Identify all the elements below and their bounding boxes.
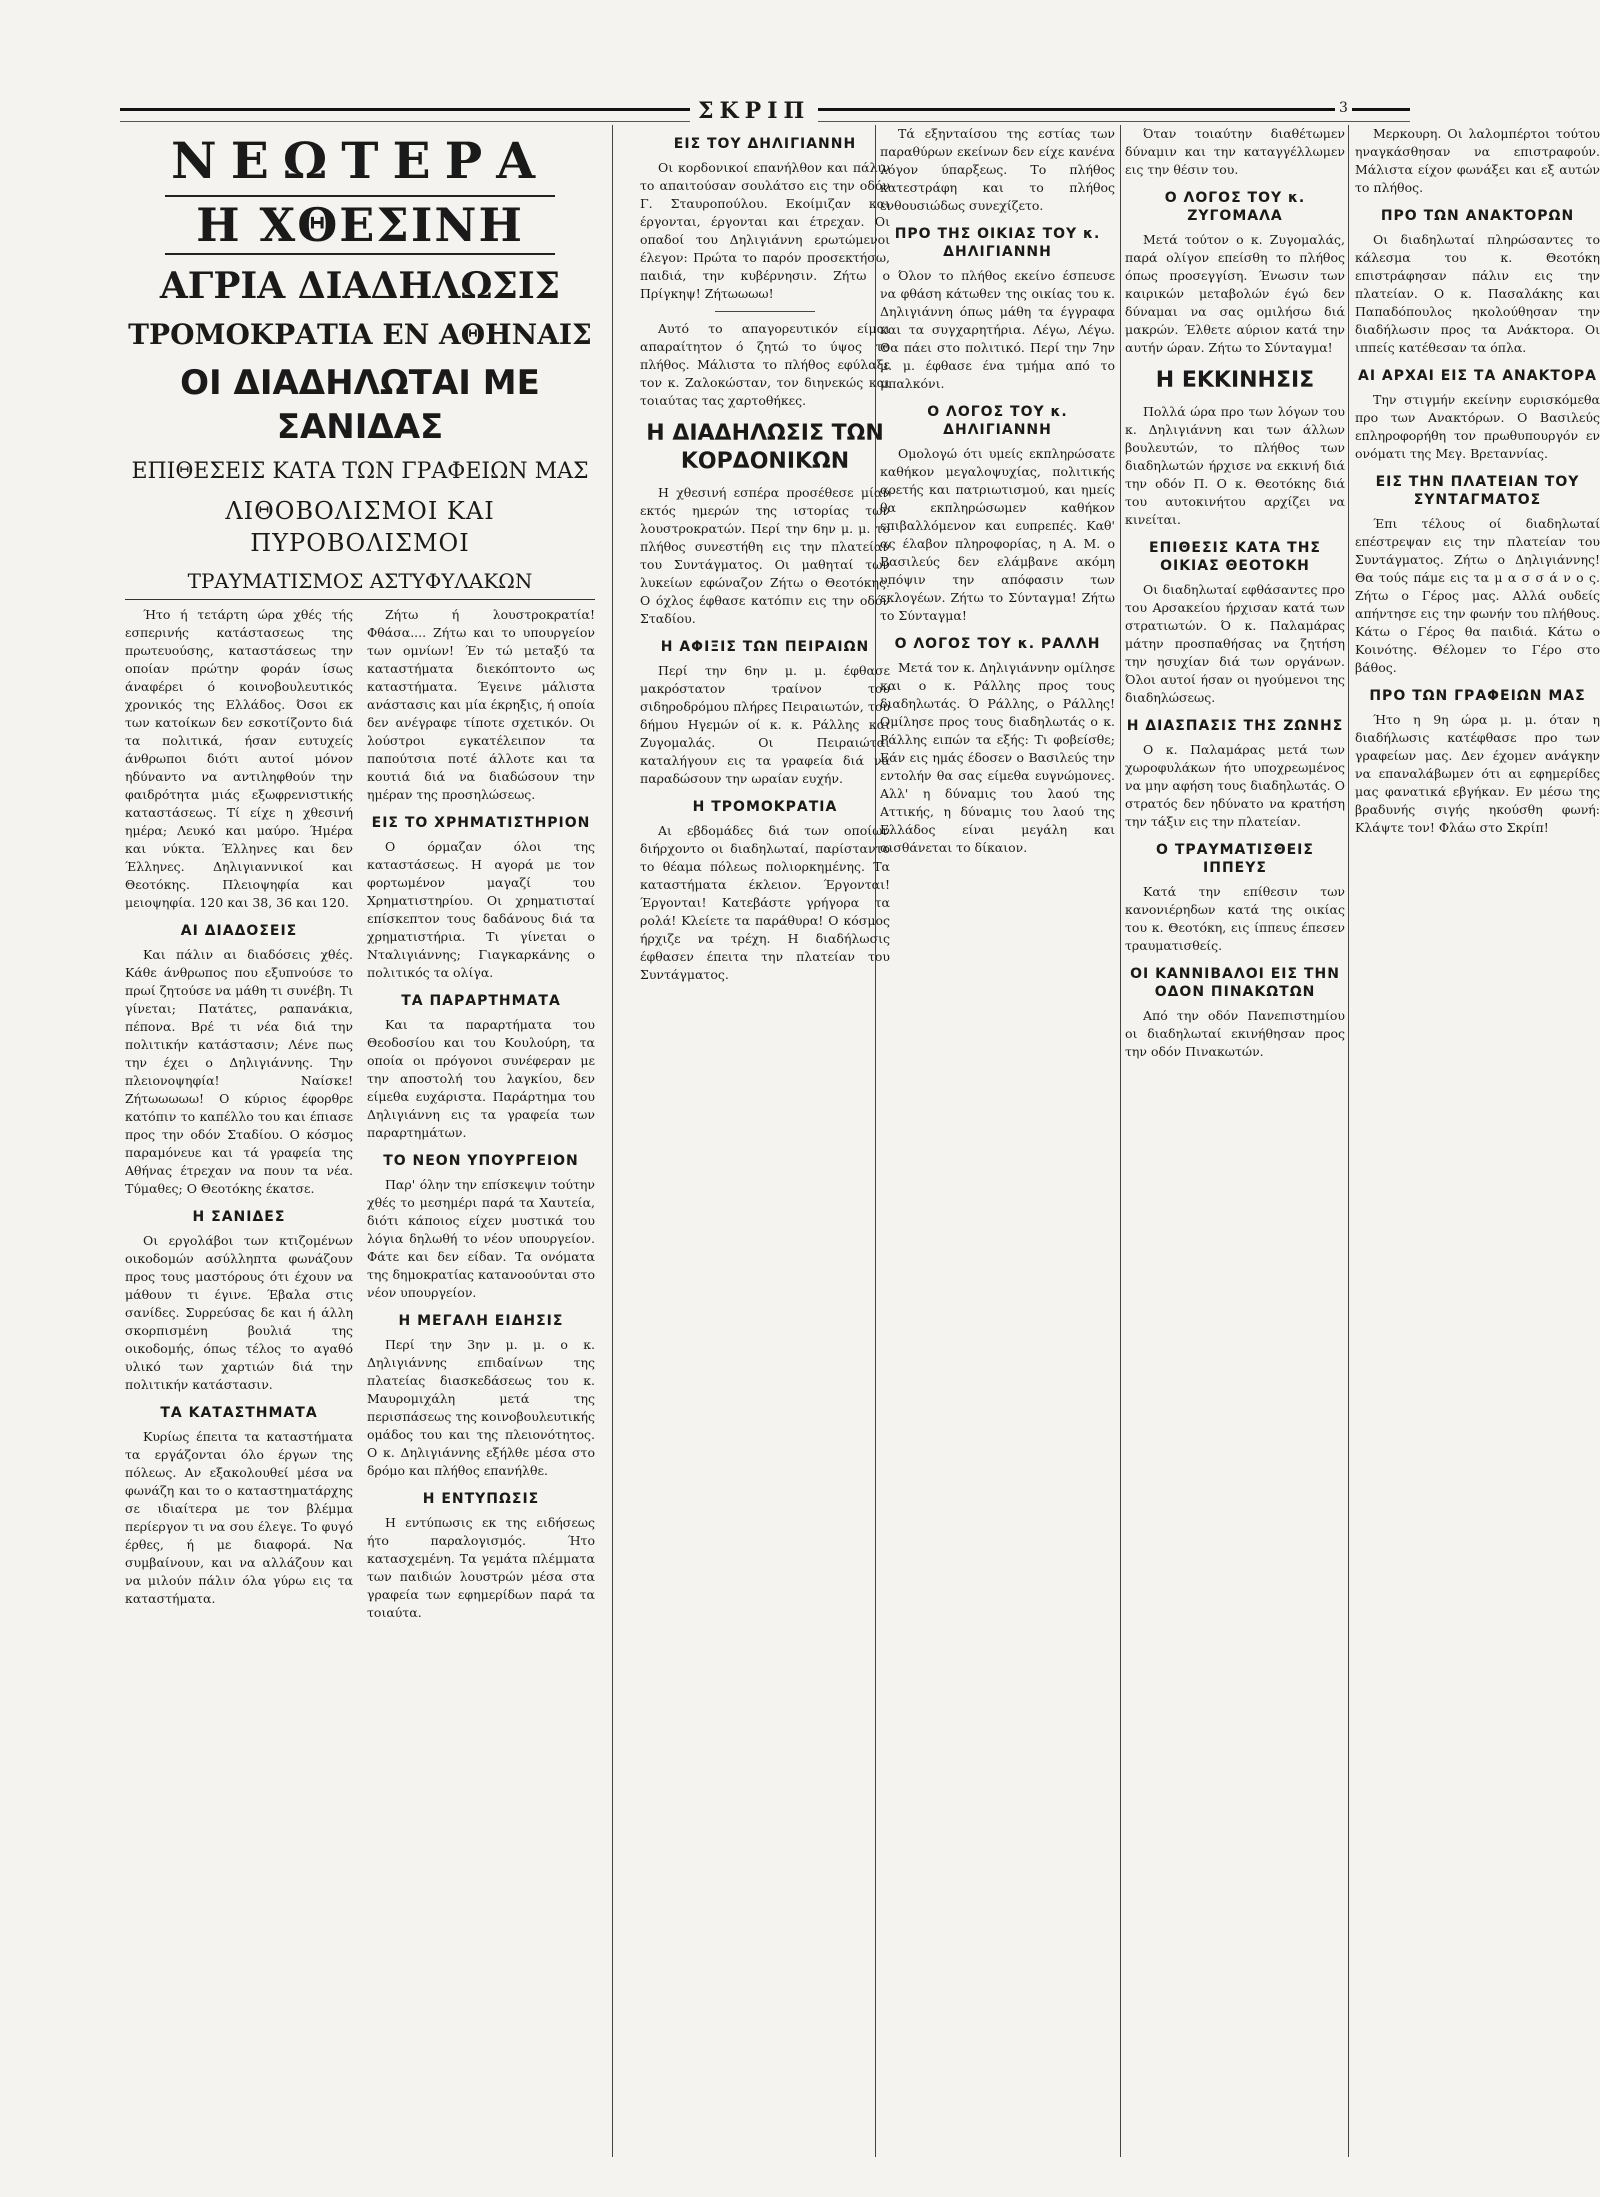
- article-paragraph: Και πάλιν αι διαδόσεις χθές. Κάθε άνθρωπος που εξυπνούσε το πρωί ζητούσε να μάθη τι συνέβη. Τι γίνεται; Πατάτες, ραπανάκια, πέπονα. Βρέ τι νέα διά την πολιτικήν κατάστασιν; Λένε πως την έχει ο Δηλιγιάννης. Την πλειονοψηφία! Ναίσκε! Ζήτωωωωω! Ο κύριος έφορθρε κατόπιν το καπέλλο του και έπιασε προς την οδόν Σταδίου. Ο κόσμος παραμόνευε και τά γραφεία της Αθήνας έτρεχαν να πουν τα νέα. Τύμαθες; Ο Θεοτόκης έκατσε.: [125, 947, 353, 1196]
- section-heading: Η ΣΑΝΙΔΕΣ: [192, 1209, 286, 1225]
- article-paragraph: Περί την 3ην μ. μ. ο κ. Δηλιγιάννης επιδαίνων της πλατείας διασκεδάσεως του κ. Μαυρομιχάλη μετά της περισπάσεως της κοινοβουλευτικής ομάδος του και της πλειονότητος. Ο κ. Δηλιγιάννης εξήλθε μέσα στο δρόμο και πλήθος επανήλθε.: [367, 1337, 595, 1478]
- column-rule: [612, 125, 613, 2157]
- article-paragraph: Περί την 6ην μ. μ. έφθασε μακρόστατον τραίνον του σιδηροδρόμου πλήρες Πειραιωτών, του δήμου Ηγεμών οί κ. κ. Ράλλης και Ζυγομαλάς. Οι Πειραιώται καταλήγουν εις τα γραφεία διά να παραδώσουν την ωραίαν ευχήν.: [640, 663, 890, 786]
- article-paragraph: Η χθεσινή εσπέρα προσέθεσε μίαν εκτός ημερών της ιστορίας των λουστροκρατών. Περί την 6ην μ. μ. το πλήθος συνεστήθη εις την πλατείαν του Συντάγματος. Οι μαθηταί των λυκείων εφώναζον Ζήτω ο Θεοτόκης. Ο όχλος έφθασε κατόπιν εις την οδόν Σταδίου.: [640, 485, 890, 626]
- section-heading: Η ΤΡΟΜΟΚΡΑΤΙΑ: [692, 799, 838, 815]
- article-paragraph: Αυτό το απαγορευτικόν είμαι απαραίτητον ό ζητώ το ύψος το πλήθος. Μάλιστα το πλήθος εφύλαξε τον κ. Ζαλοκώσταν, τον διηνεκώς και τοιαύτας τας χαρτοθήκες.: [640, 321, 890, 408]
- article-paragraph: Ομολογώ ότι υμείς εκπληρώσατε καθήκον μεγαλοψυχίας, πολιτικής αρετής και πατριωτισμού, και ημείς θα εκπληρώσωμεν καθήκον επιβαλλόμενον και ευπρεπές. Καθ' ας έλαβον πληροφορίας, η Α. Μ. ο Βασιλεύς δεν ελάμβανε ακόμη υπόψιν την απόφασιν των εκλογέων. Ζήτω το Σύνταγμα! Ζήτω το Σύνταγμα!: [880, 446, 1115, 623]
- headline-sixth: ΛΙΘΟΒΟΛΙΣΜΟΙ ΚΑΙ ΠΥΡΟΒΟΛΙΣΜΟΙ: [225, 497, 495, 557]
- article-paragraph: Ζήτω ή λουστροκρατία! Φθάσα.... Ζήτω και το υπουργείον των ομνίων! Έν τώ μεταξύ τα καταστήματα διεκόπτοντο ως καταστήματα. Έγεινε μάλιστα ανάστασις και μία έκρηξις, ή οποία δεν ανέγραφε τίποτε σχετικόν. Οι λούστροι εγκατέλειπον τα παπούτσια ποτέ άλλοτε και τα κουτιά διά να διαδώσουν την ημέραν της προσηλώσεως.: [367, 607, 595, 802]
- section-heading: ΕΙΣ ΤΟΥ ΔΗΛΙΓΙΑΝΝΗ: [673, 136, 857, 152]
- kicker-title: ΝΕΩΤΕΡΑ: [170, 131, 550, 190]
- section-heading: ΟΙ ΚΑΝΝΙΒΑΛΟΙ ΕΙΣ ΤΗΝ ΟΔΟΝ ΠΙΝΑΚΩΤΩΝ: [1130, 966, 1340, 1000]
- article-paragraph: Όταν τοιαύτην διαθέτωμεν δύναμιν και την καταγγέλλωμεν εις την θέσιν του.: [1125, 126, 1345, 177]
- headline-fourth: ΟΙ ΔΙΑΔΗΛΩΤΑΙ ΜΕ ΣΑΝΙΔΑΣ: [180, 363, 540, 447]
- lead-subcolumn-left: [125, 606, 353, 1626]
- article-paragraph: Οι διαδηλωταί εφθάσαντες προ του Αρσακείου ήρχισαν κατά των στρατιωτών. Ό κ. Παλαμάρας μάτην προσπαθήσας να ζητήση την ησυχίαν διά των οργάνων. Όλοι αυτοί ήσαν οι ηγούμενοι της διαδηλώσεως.: [1125, 582, 1345, 705]
- column-five: [1355, 125, 1600, 2167]
- article-paragraph: Αι εβδομάδες διά των οποίων διήρχοντο οι διαδηλωταί, παρίσταντο το θέαμα πόλεως πολιορκημένης. Τα καταστήματα έκλειον. Έργονται! Έργονται! Κατεβάστε γρήγορα τα ρολά! Κλείετε τα παράθυρα! Ο κόσμος ήρχιζε να τρέχη. Η διαδήλωσις έφθασεν έπειτα την πλατείαν του Συντάγματος.: [640, 823, 890, 982]
- section-heading: ΠΡΟ ΤΩΝ ΑΝΑΚΤΟΡΩΝ: [1380, 208, 1575, 224]
- column-rule: [1348, 125, 1349, 2157]
- section-heading: Η ΕΝΤΥΠΩΣΙΣ: [422, 1491, 540, 1507]
- article-paragraph: Από την οδόν Πανεπιστημίου οι διαδηλωταί εκινήθησαν προς την οδόν Πινακωτών.: [1125, 1008, 1345, 1059]
- section-heading: ΤΟ ΝΕΟΝ ΥΠΟΥΡΓΕΙΟΝ: [383, 1153, 579, 1169]
- article-paragraph: Μετά τούτον ο κ. Ζυγομαλάς, παρά ολίγον επείσθη το πλήθος όπως προσεγγίση. Ένωσιν των καιρικών μεταβολών έγώ δεν δύναμαι να σας ομιλήσω διά μακρών. Έλθετε αύριον κατά την αυτήν ώραν. Ζήτω το Σύνταγμα!: [1125, 232, 1345, 355]
- section-heading: ΠΡΟ ΤΗΣ ΟΙΚΙΑΣ ΤΟΥ κ. ΔΗΛΙΓΙΑΝΝΗ: [894, 226, 1101, 260]
- lead-subcolumns: [125, 606, 595, 1626]
- article-paragraph: Παρ' όλην την επίσκεψιν τούτην χθές το μεσημέρι παρά τα Χαυτεία, διότι κάποιος είχεν μυστικά του λόγια δηλωθή το νέον υπουργείον. Φάτε και δεν είδαν. Τα ονόματα της δημοκρατίας κατανοούνται στο νέον υπουργείον.: [367, 1177, 595, 1300]
- section-heading: Ο ΤΡΑΥΜΑΤΙΣΘΕΙΣ ΙΠΠΕΥΣ: [1156, 842, 1314, 876]
- article-paragraph: Οι διαδηλωταί πληρώσαντες το κάλεσμα του κ. Θεοτόκη επιστράφησαν πάλιν εις την πλατείαν. Ο κ. Πασαλάκης και Παπαδόπουλος ηκολούθησαν την διαδήλωσιν προς τα Ανάκτορα. Οι ιππείς κατέθεσαν τα όπλα.: [1355, 232, 1600, 355]
- section-heading: ΑΙ ΔΙΑΔΟΣΕΙΣ: [180, 923, 298, 939]
- article-paragraph: Οι κορδονικοί επανήλθον και πάλιν το απαιτούσαν σουλάτσο εις την οδόν Γ. Σταυροπούλου. Εκοίμιζαν και έργονται, έργονται και έτρεχαν. Οι οπαδοί του Δηλιγιάννη ερωτώμενοι έλεγον: Πρώτα το παρόν προσεκτήσω, παιδιά, την κυβέρνησιν. Ζήτω ο Πρίγκηψ! Ζήτωωωω!: [640, 160, 890, 301]
- section-heading: ΠΡΟ ΤΩΝ ΓΡΑΦΕΙΩΝ ΜΑΣ: [1369, 688, 1586, 704]
- article-paragraph: Μετά τον κ. Δηλιγιάννην ομίλησε και ο κ. Ράλλης προς τους διαδηλωτάς. Ό Ράλλης, ο Ράλλης! Ομίλησε προς τους διαδηλωτάς ο κ. Ράλλης ειπών τα εξής: Τι φοβείσθε; Εάν εις ημάς έδοσεν ο Βασιλεύς την εντολήν θα σας είμεθα ευγνώμονες. Αλλ' η δύναμις του λαού της Αττικής, η δύναμις του λαού της Ελλάδος είναι μεγάλη και αισθάνεται το δίκαιον.: [880, 660, 1115, 855]
- headline-second: ΑΓΡΙΑ ΔΙΑΔΗΛΩΣΙΣ: [159, 265, 561, 307]
- section-heading: ΤΑ ΠΑΡΑΡΤΗΜΑΤΑ: [401, 993, 561, 1009]
- lead-article: [125, 125, 595, 2167]
- page-number: 3: [1335, 100, 1352, 116]
- article-paragraph: Ήτο ή τετάρτη ώρα χθές τής εσπερινής κατάστασεως της πρωτευούσης, καταστάσεως την οποίαν πρώτην φοράν ίσως άναφέρει ό κοινοβουλευτικός χρονικός της Ελλάδος. Όσοι εκ των κατοίκων δεν εσκοτίζοντο διά τα πολιτικά, ήσαν ευτυχείς άνθρωποι διότι αυτοί μόνον ηδύναντο να αντιληφθούν την φαιδρότητα μιάς εξωφρενιστικής καταστάσεως. Τί είχε η χθεσινή ημέρα; Λευκό και μαύρο. Ήμέρα και νύκτα. Έλληνες και δεν Έλληνες. Δηλιγιαννικοί και Θεοτόκης. Πλειοψηφία και μειοψηφία. 120 και 38, 36 και 120.: [125, 607, 353, 910]
- headline-seventh: ΤΡΑΥΜΑΤΙΣΜΟΣ ΑΣΤΥΦΥΛΑΚΩΝ: [125, 567, 595, 600]
- column-rule: [1120, 125, 1121, 2157]
- section-heading: ΑΙ ΑΡΧΑΙ ΕΙΣ ΤΑ ΑΝΑΚΤΟΡΑ: [1358, 368, 1597, 384]
- section-heading-large: Η ΕΚΚΙΝΗΣΙΣ: [1155, 368, 1315, 393]
- headline-main: Η ΧΘΕΣΙΝΗ: [165, 195, 555, 255]
- divider: [715, 311, 815, 312]
- section-heading: ΕΙΣ ΤΗΝ ΠΛΑΤΕΙΑΝ ΤΟΥ ΣΥΝΤΑΓΜΑΤΟΣ: [1375, 474, 1580, 508]
- article-paragraph: Ο κ. Παλαμάρας μετά των χωροφυλάκων ήτο υποχρεωμένος να μην αφήση τους διαδηλωτάς. Ο στρατός δεν ηδύνατο να κρατήση την τάξιν εις την πλατείαν.: [1125, 742, 1345, 829]
- masthead-title: ΣΚΡΙΠ: [690, 98, 818, 124]
- column-two: [640, 125, 890, 2167]
- article-paragraph: Πολλά ώρα προ των λόγων του κ. Δηλιγιάννη και των άλλων βουλευτών, το πλήθος των διαδηλωτών ήρχισε να εκκινή διά την οδόν Π. Ο κ. Θεοτόκης διά του αυτοκινήτου αρχίζει να κινείται.: [1125, 404, 1345, 527]
- article-paragraph: Ο όρμαζαν όλοι της καταστάσεως. Η αγορά με τον φορτωμένον μαγαζί του Χρηματιστηρίου. Οι χρηματισταί επίσκεπτον τους δαδάνους διά τα χρηματιστήρια. Τι γίνεται ο Νταλιγιάννης; Γιαγκαρκάνης ο πολιτικός τα ολίγα.: [367, 839, 595, 980]
- article-paragraph: Κυρίως έπειτα τα καταστήματα τα εργάζονται όλο έργων της πόλεως. Αν εξακολουθεί μέσα να φωνάζη και το ο καταστηματάρχης σε ιδιαίτερα με τον βλέμμα περίεργον τι να σου έλεγε. Το φυγό έρθες, ή με διαφορά. Να συμβαίνουν, και να αλλάζουν και να μιλούν πάλιν όλα γύρω εις τα καταστήματα.: [125, 1429, 353, 1606]
- article-paragraph: Και τα παραρτήματα του Θεοδοσίου και του Κουλούρη, τα οποία οι πρόγονοι συνέφεραν με την αποστολή του λαγκίου, δεν είμεθα ευχάριστα. Παράρτημα του Δηλιγιάννη εις τα γραφεία των παραρτημάτων.: [367, 1017, 595, 1140]
- section-heading: Η ΑΦΙΞΙΣ ΤΩΝ ΠΕΙΡΑΙΩΝ: [660, 639, 870, 655]
- section-heading: ΕΙΣ ΤΟ ΧΡΗΜΑΤΙΣΤΗΡΙΟΝ: [371, 815, 591, 831]
- lead-subcolumn-right: [367, 606, 595, 1626]
- article-paragraph: Ήτο η 9η ώρα μ. μ. όταν η διαδήλωσις κατέφθασε προ των γραφείων μας. Δεν έχομεν ανάγκην να επαναλάβωμεν ότι αι εφημερίδες μας φανατικά εβγήκαν. Εν μέσω της βραδυνής σιγής ηκούσθη φωνή: Κλάψτε τον! Φλάω στο Σκρίπ!: [1355, 712, 1600, 835]
- article-paragraph: Οι εργολάβοι των κτιζομένων οικοδομών ασύλληπτα φωνάζουν προς τους μαστόρους ότι έχουν να μάθουν τι έγινε. Έβαλα στις σανίδες. Συρρεύσας δε και ή άλλη σκορπισμένη βουλιά της οικοδομής, όπως τέλος το αγαθό υλικό των χαρτιών διά την πολιτικήν κατάστασιν.: [125, 1233, 353, 1392]
- section-heading: Η ΜΕΓΑΛΗ ΕΙΔΗΣΙΣ: [398, 1313, 564, 1329]
- article-paragraph: Κατά την επίθεσιν των κανονιέρηδων κατά της οικίας του κ. Θεοτόκη, εις ίππευς έπεσεν τραυματισθείς.: [1125, 884, 1345, 953]
- section-heading: ΤΑ ΚΑΤΑΣΤΗΜΑΤΑ: [160, 1405, 318, 1421]
- article-paragraph: Μερκουρη. Οι λαλομπέρτοι τούτου ηναγκάσθησαν να επιστραφούν. Μάλιστα είχον φωνάξει και εξ αυτών το πλήθος.: [1355, 126, 1600, 195]
- section-heading: Ο ΛΟΓΟΣ ΤΟΥ κ. ΡΑΛΛΗ: [894, 636, 1101, 652]
- headline-third: ΤΡΟΜΟΚΡΑΤΙΑ ΕΝ ΑΘΗΝΑΙΣ: [128, 318, 592, 351]
- article-paragraph: Την στιγμήν εκείνην ευρισκόμεθα προ των Ανακτόρων. Ο Βασιλεύς επληροφορήθη τον πρωθυπουργόν εν ονόματι της Μεγ. Βρεταννίας.: [1355, 392, 1600, 461]
- headline-fifth: ΕΠΙΘΕΣΕΙΣ ΚΑΤΑ ΤΩΝ ΓΡΑΦΕΙΩΝ ΜΑΣ: [131, 459, 589, 484]
- article-paragraph: Η εντύπωσις εκ της ειδήσεως ήτο παραλογισμός. Ήτο κατασχεμένη. Τα γεμάτα πλέμματα των παιδιών λουστρών μέσα στα γραφεία των εφημερίδων παρά τα τοιαύτα.: [367, 1515, 595, 1620]
- section-heading: Η ΔΙΑΣΠΑΣΙΣ ΤΗΣ ΖΩΝΗΣ: [1126, 718, 1344, 734]
- article-paragraph: Τά εξηνταίσου της εστίας των παραθύρων εκείνων δεν είχε κανένα λόγον ύπαρξεως. Το πλήθος κατεστράφη και το πλήθος ενθουσιώδως συνεχίζετο.: [880, 126, 1115, 213]
- column-four: [1125, 125, 1345, 2167]
- section-heading: ΕΠΙΘΕΣΙΣ ΚΑΤΑ ΤΗΣ ΟΙΚΙΑΣ ΘΕΟΤΟΚΗ: [1149, 540, 1321, 574]
- section-heading: Ο ΛΟΓΟΣ ΤΟΥ κ. ΖΥΓΟΜΑΛΑ: [1164, 190, 1306, 224]
- section-heading: Ο ΛΟΓΟΣ ΤΟΥ κ. ΔΗΛΙΓΙΑΝΝΗ: [927, 404, 1068, 438]
- column-three: [880, 125, 1115, 2167]
- article-paragraph: Έπι τέλους οί διαδηλωταί επέστρεψαν εις την πλατείαν του Συντάγματος. Ζήτω ο Δηλιγιάννης! Θα τούς πάμε εις τα μ α σ σ ά ν ο ς. Ζήτω ο Γέρος μας. Αλλά ουδείς απήντησε εις την φωνήν του πλήθους. Κάτω ο Γέρος θα παιδιά. Κάτω ο Κοινότης. Θέλομεν το Γέρο στο βάθος.: [1355, 516, 1600, 675]
- section-heading-large: Η ΔΙΑΔΗΛΩΣΙΣ ΤΩΝ ΚΟΡΔΟΝΙΚΩΝ: [646, 421, 884, 474]
- article-paragraph: Όλον το πλήθος εκείνο έσπευσε να φθάση κάτωθεν της οικίας του κ. Δηλιγιάννη όπως μάθη τα έγγραφα και τα συγχαρητήρια. Λέγω, Λέγω. Θα πάει στο πολιτικό. Περί την 7ην μ. μ. έφθασε ένα τμήμα από το μπαλκόνι.: [880, 268, 1115, 391]
